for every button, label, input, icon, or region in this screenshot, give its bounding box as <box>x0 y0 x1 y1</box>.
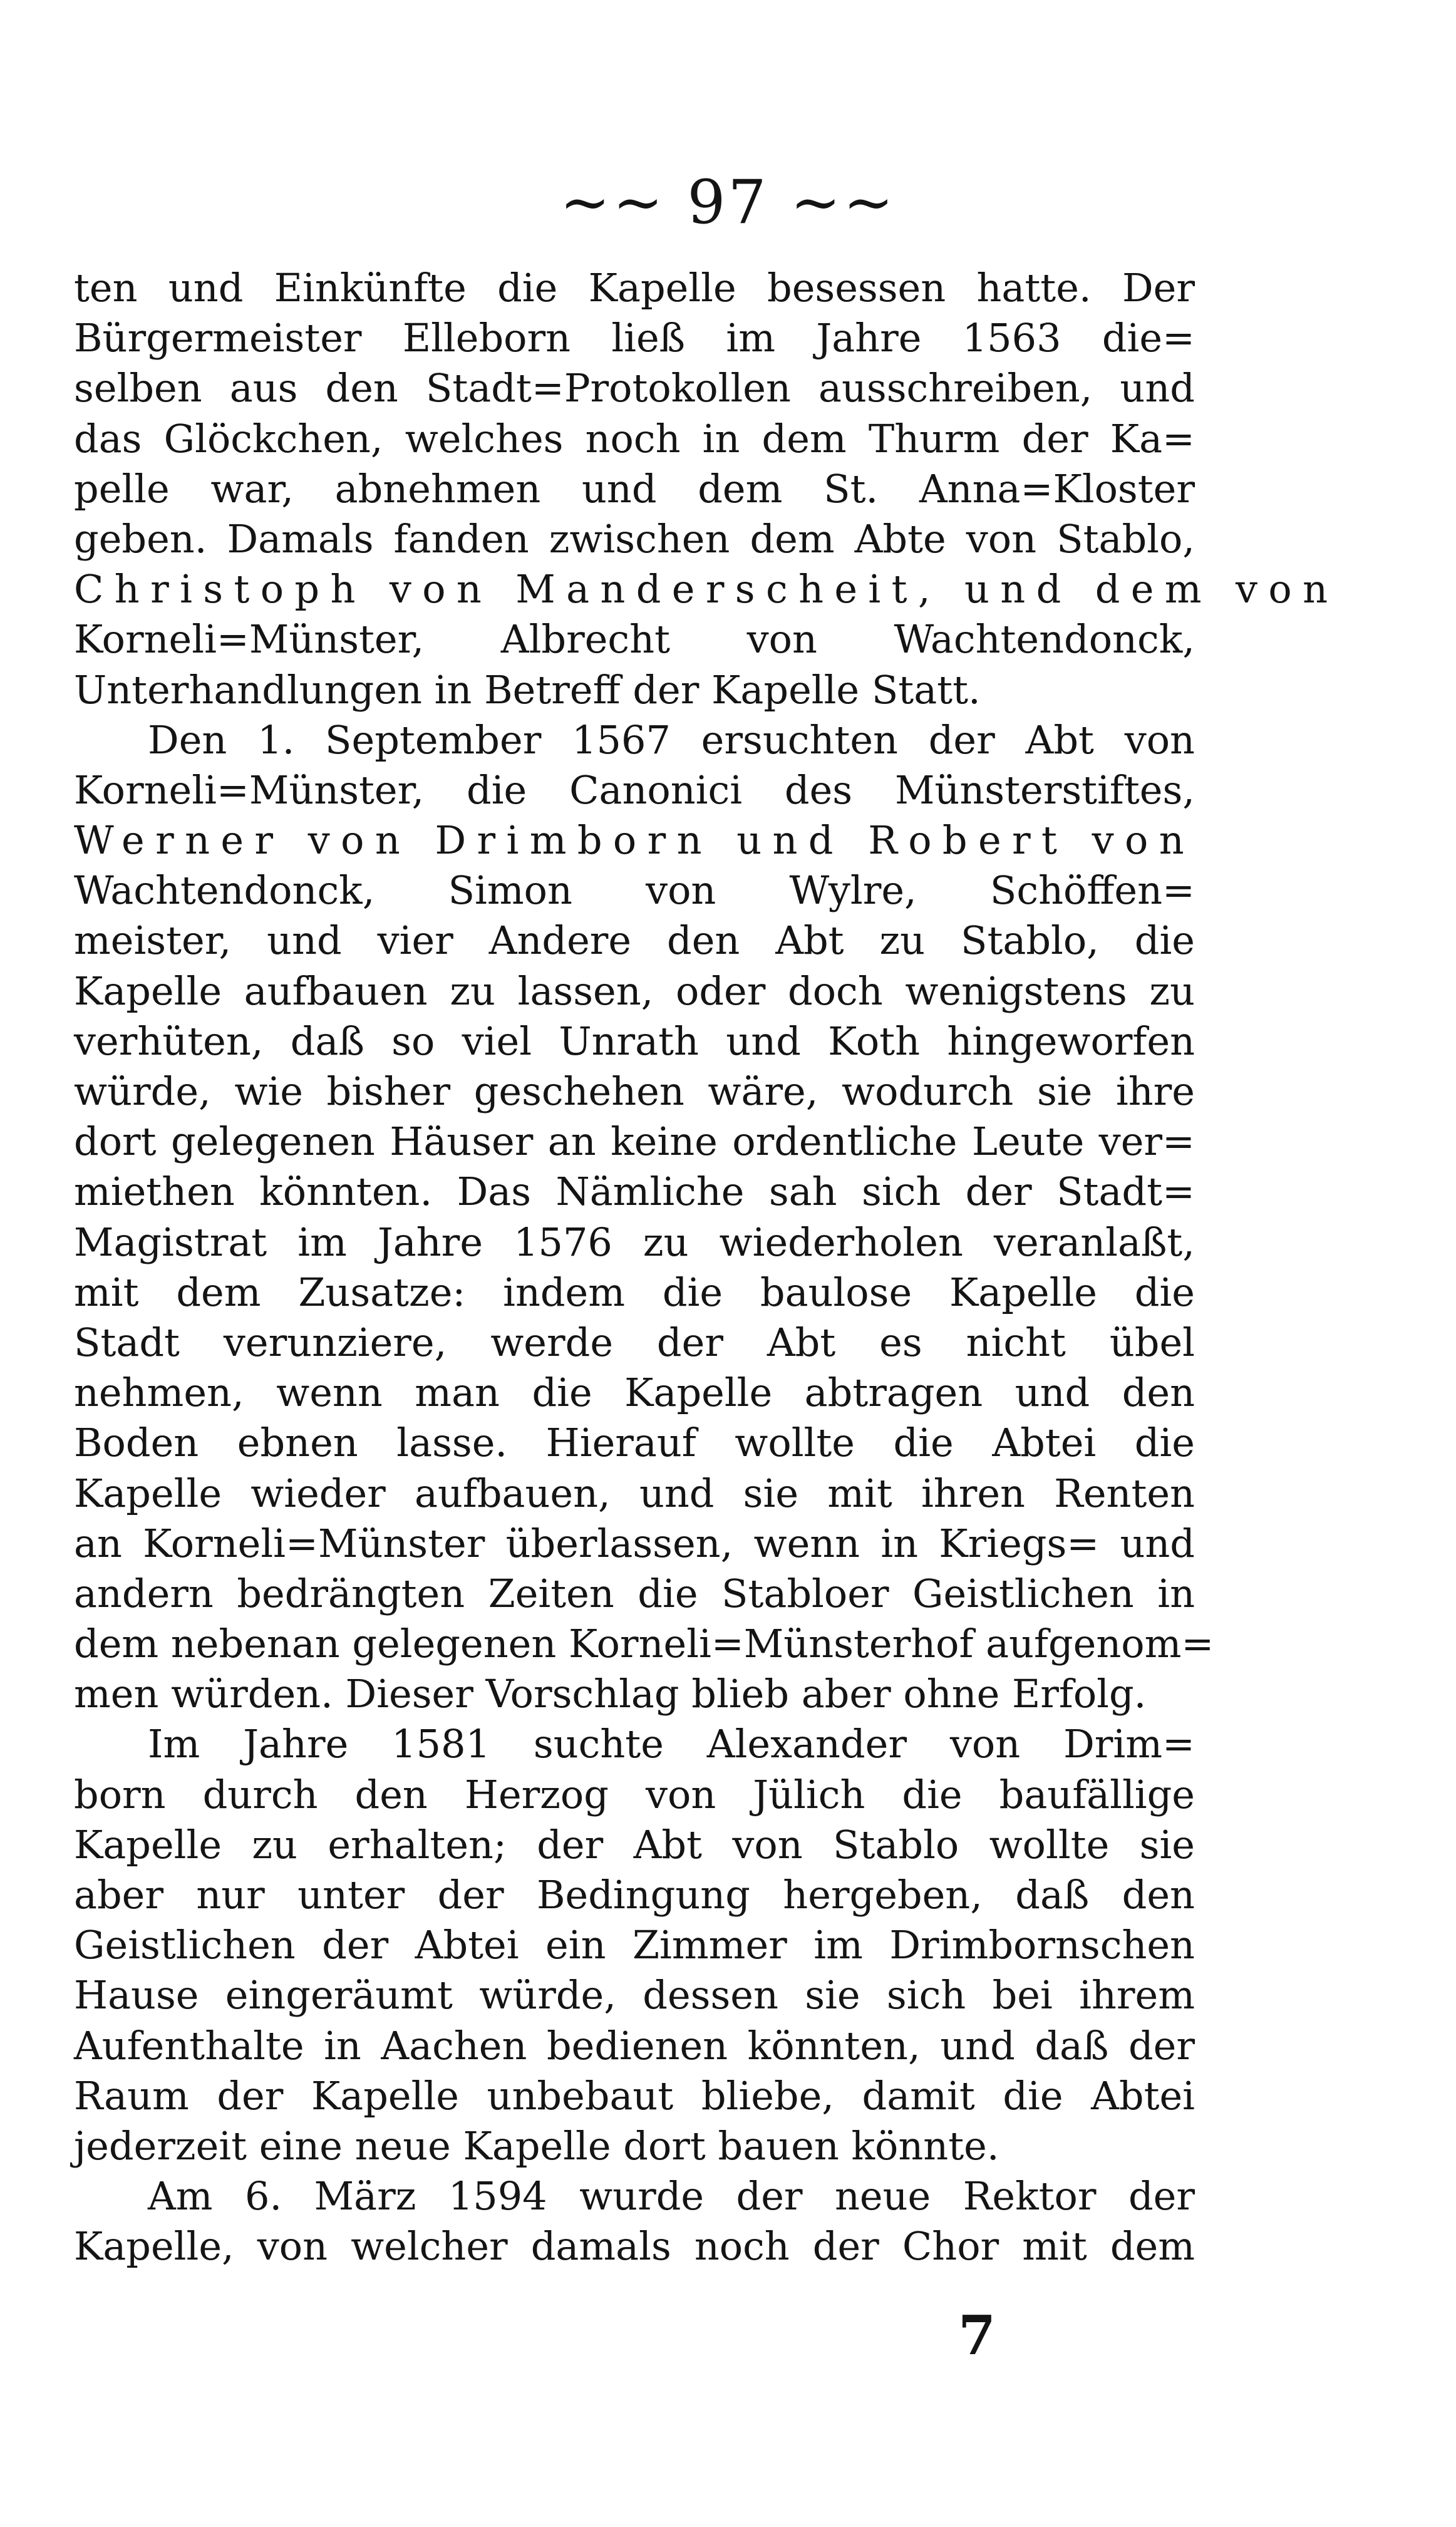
text-line: Wachtendonck, Simon von Wylre, Schöffen= <box>74 867 1195 914</box>
text-line: jederzeit eine neue Kapelle dort bauen könnte. <box>74 2122 999 2169</box>
text-line: Stadt verunziere, werde der Abt es nicht übel <box>74 1319 1195 1365</box>
text-line: Magistrat im Jahre 1576 zu wiederholen veranlaßt, <box>74 1219 1195 1265</box>
text-line: Christoph von Manderscheit, und dem von <box>74 566 1339 612</box>
signature-mark: 7 <box>958 2304 996 2367</box>
text-line: meister, und vier Andere den Abt zu Stablo, die <box>74 917 1195 964</box>
text-line: men würden. Dieser Vorschlag blieb aber ohne Erfolg. <box>74 1671 1147 1717</box>
text-line: verhüten, daß so viel Unrath und Koth hingeworfen <box>74 1018 1195 1064</box>
text-line: Kapelle zu erhalten; der Abt von Stablo wollte sie <box>74 1821 1195 1868</box>
text-line: ten und Einkünfte die Kapelle besessen hatte. Der <box>74 265 1195 311</box>
text-line: andern bedrängten Zeiten die Stabloer Geistlichen in <box>74 1570 1195 1616</box>
text-line: Hause eingeräumt würde, dessen sie sich bei ihrem <box>74 1972 1195 2018</box>
text-line: das Glöckchen, welches noch in dem Thurm der Ka= <box>74 415 1195 462</box>
text-line: Boden ebnen lasse. Hierauf wollte die Abtei die <box>74 1420 1195 1466</box>
text-line: Aufenthalte in Aachen bedienen könnten, und daß der <box>74 2022 1195 2069</box>
text-line: Den 1. September 1567 ersuchten der Abt von <box>148 716 1195 763</box>
text-line: geben. Damals fanden zwischen dem Abte von Stablo, <box>74 515 1195 562</box>
text-line: Unterhandlungen in Betreff der Kapelle Statt. <box>74 666 981 713</box>
text-line: born durch den Herzog von Jülich die baufällige <box>74 1771 1195 1817</box>
text-line: Bürgermeister Elleborn ließ im Jahre 1563 die= <box>74 315 1195 361</box>
text-line: Korneli=Münster, die Canonici des Münsterstiftes, <box>74 767 1195 813</box>
text-line: selben aus den Stadt=Protokollen ausschreiben, und <box>74 365 1195 411</box>
text-line: würde, wie bisher geschehen wäre, wodurch sie ihre <box>74 1068 1195 1114</box>
text-line: Im Jahre 1581 suchte Alexander von Drim= <box>148 1721 1195 1767</box>
text-line: Raum der Kapelle unbebaut bliebe, damit die Abtei <box>74 2072 1195 2119</box>
text-line: miethen könnten. Das Nämliche sah sich der Stadt= <box>74 1169 1195 1215</box>
text-line: Werner von Drimborn und Robert von <box>74 817 1195 864</box>
text-line: Korneli=Münster, Albrecht von Wachtendonck, <box>74 616 1195 663</box>
text-line: aber nur unter der Bedingung hergeben, daß den <box>74 1872 1195 1918</box>
page-header: ~~ 97 ~~ <box>560 167 896 237</box>
text-line: Geistlichen der Abtei ein Zimmer im Drimbornschen <box>74 1922 1195 1968</box>
text-line: Kapelle aufbauen zu lassen, oder doch wenigstens zu <box>74 968 1195 1014</box>
text-line: pelle war, abnehmen und dem St. Anna=Kloster <box>74 465 1195 512</box>
text-line: mit dem Zusatze: indem die baulose Kapelle die <box>74 1269 1195 1315</box>
text-line: dem nebenan gelegenen Korneli=Münsterhof aufgenom= <box>74 1621 1214 1667</box>
text-line: Kapelle, von welcher damals noch der Chor mit dem <box>74 2223 1195 2270</box>
text-line: Kapelle wieder aufbauen, und sie mit ihren Renten <box>74 1470 1195 1516</box>
body-text <box>74 263 1339 2272</box>
text-line: an Korneli=Münster überlassen, wenn in Kriegs= und <box>74 1520 1195 1566</box>
text-line: nehmen, wenn man die Kapelle abtragen und den <box>74 1370 1195 1416</box>
text-line: dort gelegenen Häuser an keine ordentliche Leute ver= <box>74 1119 1195 1165</box>
text-line: Am 6. März 1594 wurde der neue Rektor der <box>148 2173 1195 2220</box>
